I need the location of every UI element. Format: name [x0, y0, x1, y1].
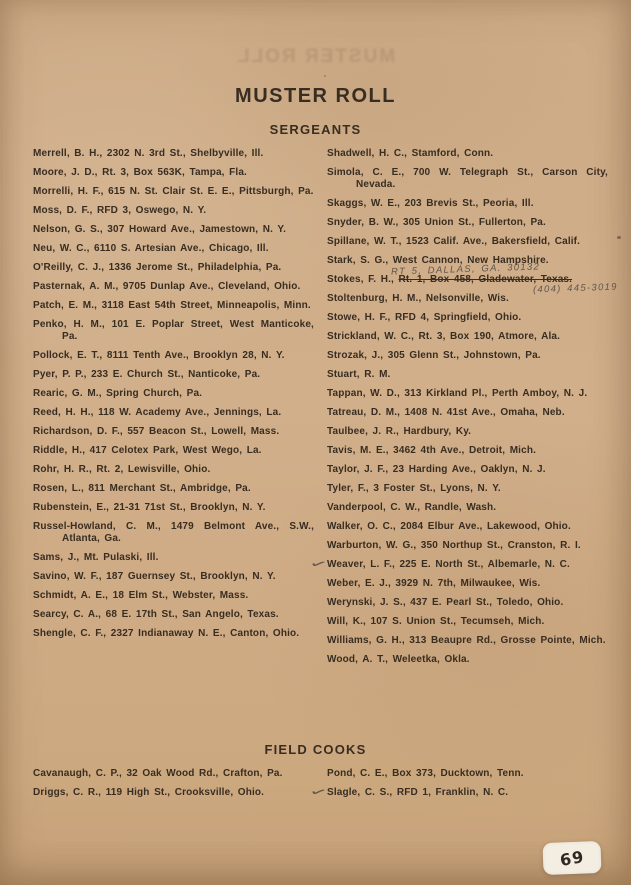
list-item: Will, K., 107 S. Union St., Tecumseh, Mich.: [327, 616, 545, 627]
sergeants-columns: [33, 148, 619, 673]
checkmark-annotation: ✓: [307, 785, 330, 801]
list-item: Tappan, W. D., 313 Kirkland Pl., Perth Amboy, N. J.: [327, 388, 588, 399]
list-item: ✓ Slagle, C. S., RFD 1, Franklin, N. C.: [307, 785, 509, 801]
list-item: Rosen, L., 811 Merchant St., Ambridge, Pa.: [33, 483, 251, 494]
list-item: Riddle, H., 417 Celotex Park, West Wego, La.: [33, 445, 262, 456]
list-item: Stokes, F. H., Rt. 1, Box 458, Gladewater, Texas. RT 5, DALLAS, GA. 30132 (404) 445-3019: [327, 261, 619, 296]
handwritten-annotation: (404) 445-3019: [533, 281, 619, 296]
list-item: Spillane, W. T., 1523 Calif. Ave., Bakersfield, Calif.: [327, 236, 581, 247]
list-item: Stark, S. G., West Cannon, New Hampshire.: [327, 255, 549, 266]
list-item: Werynski, J. S., 437 E. Pearl St., Toledo, Ohio.: [327, 597, 564, 608]
page-title: MUSTER ROLL: [235, 85, 396, 107]
list-item: Morrelli, H. F., 615 N. St. Clair St. E. E., Pittsburgh, Pa.: [33, 186, 314, 197]
list-item: Rubenstein, E., 21-31 71st St., Brooklyn, N. Y.: [33, 502, 266, 513]
list-item: Neu, W. C., 6110 S. Artesian Ave., Chicago, Ill.: [33, 243, 269, 254]
list-item: Moss, D. F., RFD 3, Oswego, N. Y.: [33, 205, 207, 216]
field-cooks-columns: [33, 768, 608, 806]
field-cooks-left-column: [33, 768, 314, 806]
list-item: Tavis, M. E., 3462 4th Ave., Detroit, Mich.: [327, 445, 537, 456]
list-item: Merrell, B. H., 2302 N. 3rd St., Shelbyville, Ill.: [33, 148, 264, 159]
list-item: Stuart, R. M.: [327, 369, 391, 380]
list-item: Searcy, C. A., 68 E. 17th St., San Angelo, Texas.: [33, 609, 279, 620]
sergeants-left-column: [33, 148, 314, 673]
list-item: Pond, C. E., Box 373, Ducktown, Tenn.: [327, 768, 524, 779]
list-item: Taylor, J. F., 23 Harding Ave., Oaklyn, N. J.: [327, 464, 546, 475]
section-heading-field-cooks: FIELD COOKS: [264, 742, 367, 757]
list-item: Tyler, F., 3 Foster St., Lyons, N. Y.: [327, 483, 501, 494]
list-item: Rohr, H. R., Rt. 2, Lewisville, Ohio.: [33, 464, 211, 475]
list-item: Moore, J. D., Rt. 3, Box 563K, Tampa, Fla.: [33, 167, 247, 178]
list-item: Strozak, J., 305 Glenn St., Johnstown, Pa.: [327, 350, 541, 361]
list-item: Richardson, D. F., 557 Beacon St., Lowell, Mass.: [33, 426, 280, 437]
list-item: Shengle, C. F., 2327 Indianaway N. E., Canton, Ohio.: [33, 628, 300, 639]
list-item: Cavanaugh, C. P., 32 Oak Wood Rd., Crafton, Pa.: [33, 768, 283, 779]
list-item: Strickland, W. C., Rt. 3, Box 190, Atmore, Ala.: [327, 331, 561, 342]
list-item: Pollock, E. T., 8111 Tenth Ave., Brooklyn 28, N. Y.: [33, 350, 285, 361]
struck-address: Rt. 1, Box 458, Gladewater, Texas.: [398, 274, 573, 285]
list-item: Savino, W. F., 187 Guernsey St., Brooklyn, N. Y.: [33, 571, 276, 582]
page-number: 69: [558, 846, 586, 870]
ink-speck: [324, 75, 326, 77]
list-item: Sams, J., Mt. Pulaski, Ill.: [33, 552, 159, 563]
list-item: Vanderpool, C. W., Randle, Wash.: [327, 502, 497, 513]
list-item: Shadwell, H. C., Stamford, Conn.: [327, 148, 494, 159]
sergeants-right-column: [307, 148, 619, 673]
list-item: Simola, C. E., 700 W. Telegraph St., Carson City, Nevada.: [327, 167, 608, 190]
list-item: Williams, G. H., 313 Beaupre Rd., Grosse Pointe, Mich.: [327, 635, 606, 646]
list-item: Rearic, G. M., Spring Church, Pa.: [33, 388, 203, 399]
list-item: Schmidt, A. E., 18 Elm St., Webster, Mass.: [33, 590, 249, 601]
list-item: Snyder, B. W., 305 Union St., Fullerton, Pa.: [327, 217, 546, 228]
list-item: Stoltenburg, H. M., Nelsonville, Wis.: [327, 293, 509, 304]
list-item: ✓ Weaver, L. F., 225 E. North St., Albemarle, N. C.: [307, 557, 570, 573]
page-number-sticker: [542, 841, 601, 875]
list-item: O'Reilly, C. J., 1336 Jerome St., Philadelphia, Pa.: [33, 262, 282, 273]
list-item: Penko, H. M., 101 E. Poplar Street, West Manticoke, Pa.: [33, 319, 314, 342]
list-item: Warburton, W. G., 350 Northup St., Cranston, R. I.: [327, 540, 581, 551]
section-heading-sergeants: SERGEANTS: [269, 122, 362, 137]
list-item: Driggs, C. R., 119 High St., Crooksville, Ohio.: [33, 787, 265, 798]
ink-speck: [617, 236, 621, 239]
list-item: Stowe, H. F., RFD 4, Springfield, Ohio.: [327, 312, 522, 323]
list-item: Nelson, G. S., 307 Howard Ave., Jamestown, N. Y.: [33, 224, 287, 235]
list-item: Pasternak, A. M., 9705 Dunlap Ave., Cleveland, Ohio.: [33, 281, 301, 292]
handwritten-annotation: RT 5, DALLAS, GA. 30132: [390, 261, 541, 278]
list-item: Tatreau, D. M., 1408 N. 41st Ave., Omaha, Neb.: [327, 407, 565, 418]
list-item: Skaggs, W. E., 203 Brevis St., Peoria, Ill.: [327, 198, 534, 209]
list-item: Pyer, P. P., 233 E. Church St., Nanticoke, Pa.: [33, 369, 261, 380]
bleed-through-title: MUSTER ROLL: [235, 46, 396, 67]
list-item: Russel-Howland, C. M., 1479 Belmont Ave., S.W., Atlanta, Ga.: [33, 521, 314, 544]
list-item: Wood, A. T., Weleetka, Okla.: [327, 654, 470, 665]
field-cooks-right-column: [307, 768, 608, 806]
list-item: Walker, O. C., 2084 Elbur Ave., Lakewood, Ohio.: [327, 521, 571, 532]
list-item: Reed, H. H., 118 W. Academy Ave., Jennings, La.: [33, 407, 282, 418]
list-item: Weber, E. J., 3929 N. 7th, Milwaukee, Wis.: [327, 578, 541, 589]
list-item: Taulbee, J. R., Hardbury, Ky.: [327, 426, 472, 437]
list-item: Patch, E. M., 3118 East 54th Street, Minneapolis, Minn.: [33, 300, 311, 311]
checkmark-annotation: ✓: [307, 557, 330, 573]
